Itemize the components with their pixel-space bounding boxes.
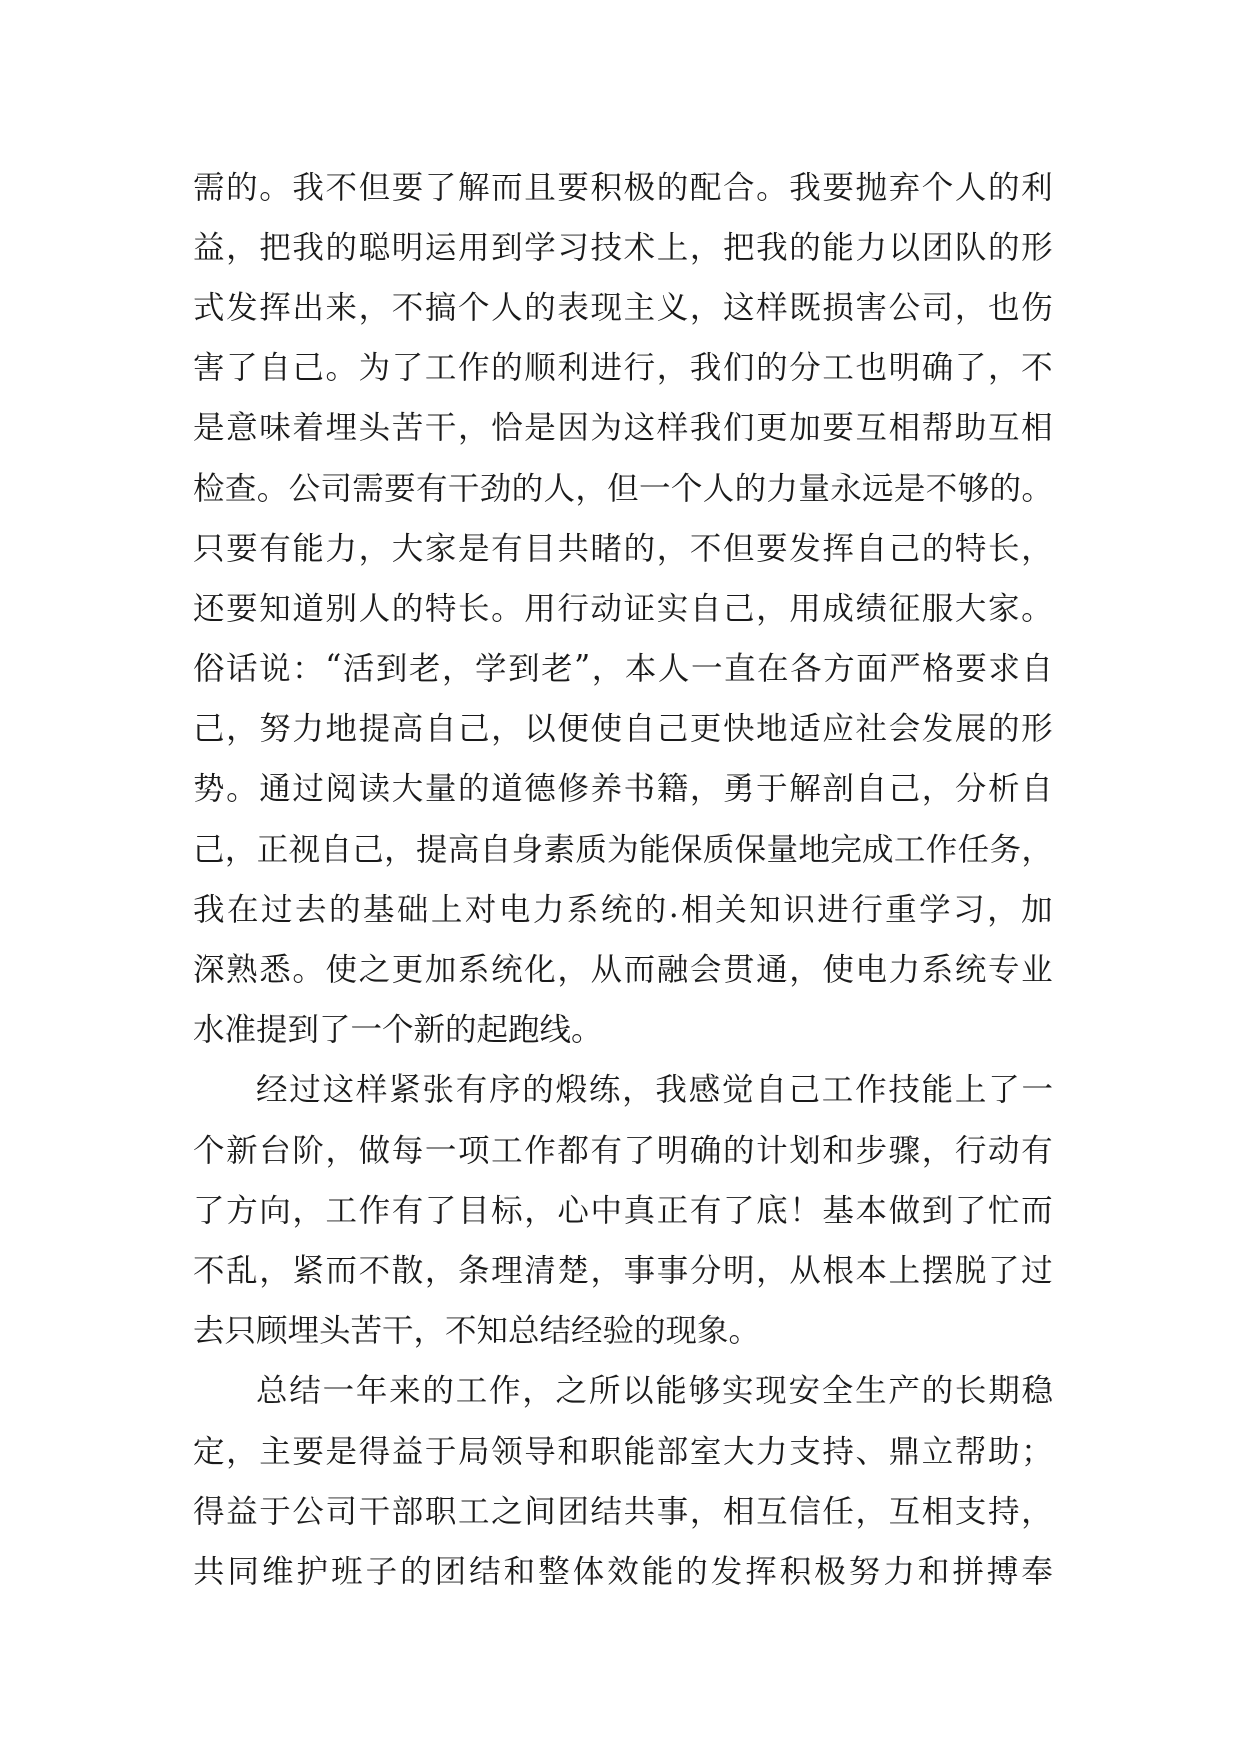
text-line: 是 意 味 着 埋 头 苦 干 ， 恰 是 因 为 这 样 我 们 更 加 要 互 相 帮 助 互 相 [193,410,1053,447]
text-line: 水准提到了一个新的起跑线。 [193,1012,603,1049]
text-line: 害 了 自 己 。 为 了 工 作 的 顺 利 进 行 ， 我 们 的 分 工 也 明 确 了 ， 不 [193,350,1053,387]
body-text [193,155,1053,1600]
text-line: 经 过 这 样 紧 张 有 序 的 煅 练 ， 我 感 觉 自 己 工 作 技 能 上 了 一 [256,1072,1053,1109]
text-line: 定 ， 主 要 是 得 益 于 局 领 导 和 职 能 部 室 大 力 支 持 、 鼎 立 帮 助 ； [193,1433,1053,1470]
text-line: 去只顾埋头苦干，不知总结经验的现象。 [193,1313,761,1350]
text-line: 共 同 维 护 班 子 的 团 结 和 整 体 效 能 的 发 挥 积 极 努 力 和 拼 搏 奉 [193,1553,1053,1590]
text-line: 得 益 于 公 司 干 部 职 工 之 间 团 结 共 事 ， 相 互 信 任 ， 互 相 支 持 ， [193,1493,1053,1530]
text-line: 己 ， 努 力 地 提 高 自 己 ， 以 便 使 自 己 更 快 地 适 应 社 会 发 展 的 形 [193,711,1053,748]
text-line: 深 熟 悉 。 使 之 更 加 系 统 化 ， 从 而 融 会 贯 通 ， 使 电 力 系 统 专 业 [193,952,1053,989]
text-line: 我 在 过 去 的 基 础 上 对 电 力 系 统 的 . 相 关 知 识 进 行 重 学 习 ， 加 [193,889,1053,928]
text-line: 检 查 。 公 司 需 要 有 干 劲 的 人 ， 但 一 个 人 的 力 量 永 远 是 不 够 的 。 [193,470,1053,507]
text-line: 个 新 台 阶 ， 做 每 一 项 工 作 都 有 了 明 确 的 计 划 和 步 骤 ， 行 动 有 [193,1132,1053,1169]
text-line: 势 。 通 过 阅 读 大 量 的 道 德 修 养 书 籍 ， 勇 于 解 剖 自 己 ， 分 析 自 [193,771,1053,808]
text-line: 了 方 向 ， 工 作 有 了 目 标 ， 心 中 真 正 有 了 底 ！ 基 本 做 到 了 忙 而 [193,1192,1053,1229]
text-line: 总 结 一 年 来 的 工 作 ， 之 所 以 能 够 实 现 安 全 生 产 的 长 期 稳 [256,1373,1053,1410]
text-line: 需 的 。 我 不 但 要 了 解 而 且 要 积 极 的 配 合 。 我 要 抛 弃 个 人 的 利 [193,169,1053,206]
text-line: 己 ， 正 视 自 己 ， 提 高 自 身 素 质 为 能 保 质 保 量 地 完 成 工 作 任 务 ， [193,831,1053,868]
text-line: 还 要 知 道 别 人 的 特 长 。 用 行 动 证 实 自 己 ， 用 成 绩 征 服 大 家 。 [193,590,1053,627]
text-line: 俗 话 说 ： “ 活 到 老 ， 学 到 老 ” ， 本 人 一 直 在 各 方 面 严 格 要 求 自 [193,648,1053,688]
text-line: 只 要 有 能 力 ， 大 家 是 有 目 共 睹 的 ， 不 但 要 发 挥 自 己 的 特 长 ， [193,530,1053,567]
text-line: 不 乱 ， 紧 而 不 散 ， 条 理 清 楚 ， 事 事 分 明 ， 从 根 本 上 摆 脱 了 过 [193,1252,1053,1289]
text-line: 式 发 挥 出 来 ， 不 搞 个 人 的 表 现 主 义 ， 这 样 既 损 害 公 司 ， 也 伤 [193,289,1053,326]
text-line: 益 ， 把 我 的 聪 明 运 用 到 学 习 技 术 上 ， 把 我 的 能 力 以 团 队 的 形 [193,229,1053,266]
